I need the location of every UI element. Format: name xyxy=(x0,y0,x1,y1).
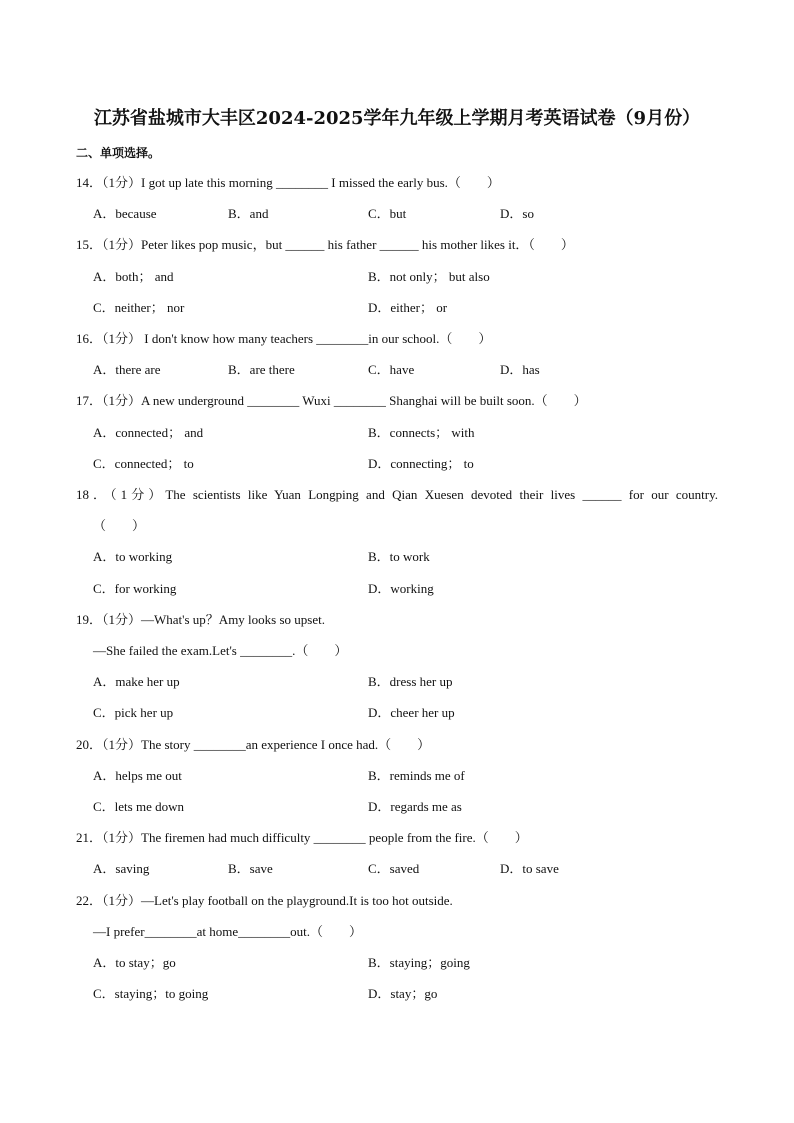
question-18-stem-continued: （ ） xyxy=(93,518,146,533)
exam-title: 江苏省盐城市大丰区2024-2025学年九年级上学期月考英语试卷（9月份） xyxy=(93,108,701,129)
question-22-option-a[interactable]: A．to stay；go xyxy=(93,955,176,970)
question-18-option-d[interactable]: D．working xyxy=(368,581,434,596)
question-18-option-b[interactable]: B．to work xyxy=(368,549,430,564)
question-21-option-a[interactable]: A．saving xyxy=(93,861,150,876)
question-15-option-c[interactable]: C．neither； nor xyxy=(93,300,185,315)
question-16-option-d[interactable]: D．has xyxy=(500,362,540,377)
section-heading: 二、单项选择。 xyxy=(76,146,161,160)
question-15-option-b[interactable]: B．not only； but also xyxy=(368,269,490,284)
question-19-option-a[interactable]: A．make her up xyxy=(93,674,180,689)
question-19-stem: 19．（1分）—What's up？Amy looks so upset. xyxy=(76,612,325,627)
question-22-option-b[interactable]: B．staying；going xyxy=(368,955,470,970)
question-22-stem: 22．（1分）—Let's play football on the playground.It is too hot outside. xyxy=(76,893,453,908)
question-22-option-c[interactable]: C．staying；to going xyxy=(93,986,209,1001)
question-19-option-c[interactable]: C．pick her up xyxy=(93,705,174,720)
question-14-option-a[interactable]: A．because xyxy=(93,206,157,221)
question-14-option-c[interactable]: C．but xyxy=(368,206,407,221)
question-19-stem-continued: —She failed the exam.Let's ________.（ ） xyxy=(93,643,348,658)
question-16-option-a[interactable]: A．there are xyxy=(93,362,161,377)
question-20-option-b[interactable]: B．reminds me of xyxy=(368,768,465,783)
question-16-stem: 16．（1分） I don't know how many teachers ________in our school.（ ） xyxy=(76,331,492,346)
question-16-option-b[interactable]: B．are there xyxy=(228,362,295,377)
question-19-option-d[interactable]: D．cheer her up xyxy=(368,705,455,720)
question-21-stem: 21．（1分）The firemen had much difficulty ________ people from the fire.（ ） xyxy=(76,830,528,845)
question-17-option-a[interactable]: A．connected； and xyxy=(93,425,204,440)
question-20-stem: 20．（1分）The story ________an experience I once had.（ ） xyxy=(76,737,431,752)
question-21-option-b[interactable]: B．save xyxy=(228,861,273,876)
question-17-stem: 17．（1分）A new underground ________ Wuxi ________ Shanghai will be built soon.（ ） xyxy=(76,393,587,408)
question-16-option-c[interactable]: C．have xyxy=(368,362,415,377)
question-18-option-c[interactable]: C．for working xyxy=(93,581,177,596)
question-18-stem: 18．（1分）The scientists like Yuan Longping and Qian Xuesen devoted their lives ______ for our country. xyxy=(76,487,718,502)
question-21-option-d[interactable]: D．to save xyxy=(500,861,559,876)
question-14-option-d[interactable]: D．so xyxy=(500,206,534,221)
question-21-option-c[interactable]: C．saved xyxy=(368,861,420,876)
question-15-stem: 15．（1分）Peter likes pop music，but ______ his father ______ his mother likes it．（ ） xyxy=(76,237,574,252)
question-22-stem-continued: —I prefer________at home________out.（ ） xyxy=(93,924,362,939)
question-20-option-d[interactable]: D．regards me as xyxy=(368,799,462,814)
question-14-option-b[interactable]: B．and xyxy=(228,206,269,221)
question-17-option-c[interactable]: C．connected； to xyxy=(93,456,194,471)
question-20-option-a[interactable]: A．helps me out xyxy=(93,768,182,783)
question-19-option-b[interactable]: B．dress her up xyxy=(368,674,453,689)
question-20-option-c[interactable]: C．lets me down xyxy=(93,799,184,814)
question-15-option-a[interactable]: A．both； and xyxy=(93,269,174,284)
question-14-stem: 14．（1分）I got up late this morning ________ I missed the early bus.（ ） xyxy=(76,175,500,190)
question-22-option-d[interactable]: D．stay；go xyxy=(368,986,438,1001)
question-17-option-d[interactable]: D．connecting； to xyxy=(368,456,474,471)
question-15-option-d[interactable]: D．either； or xyxy=(368,300,448,315)
question-17-option-b[interactable]: B．connects； with xyxy=(368,425,475,440)
question-18-option-a[interactable]: A．to working xyxy=(93,549,173,564)
